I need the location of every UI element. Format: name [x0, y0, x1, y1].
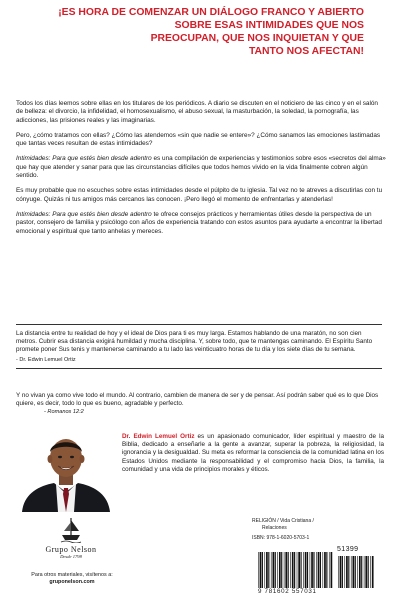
- verse-reference: - Romanos 12:2: [44, 409, 84, 416]
- isbn: ISBN: 978-1-6020-5703-1: [252, 535, 310, 541]
- headline: [44, 6, 364, 58]
- ean-barcode-bars: [258, 552, 332, 588]
- more-materials: [22, 572, 122, 586]
- category-line-2: Relaciones: [262, 524, 287, 531]
- headline-line-3: PREOCUPAN, QUE NOS INQUIETAN Y QUE: [150, 33, 364, 44]
- bible-verse: [16, 392, 382, 417]
- headline-line-4: TANTO NOS AFECTAN!: [248, 46, 364, 57]
- author-bio: [122, 433, 384, 474]
- author-bio-text: es un apasionado comunicador, líder espiritual y maestro de la Biblia, dedicado a enseñarle a la gente a avanzar, superar la pobreza, la religiosidad, la ignorancia y la desigualdad. Su meta es reformar la consciencia de la comunidad latina en los Estados Unidos mediante la responsabilidad y el compromiso hacia Dios, la familia, la comunidad y una vida de principios morales y éticos.: [122, 433, 384, 473]
- category-line-1: RELIGIÓN / Vida Cristiana /: [252, 518, 314, 524]
- paragraph-4: Es muy probable que no escuches sobre estas intimidades desde el púlpito de tu iglesia. Tal vez no te atreves a discutirlas con tu cónyuge. Quizás ni tus amigos más cercanos las conocen. ¡Pero llegó el momento de enfrentarlas y atenderlas!: [16, 187, 383, 203]
- headline-line-2: SOBRE ESAS INTIMIDADES QUE NOS: [174, 20, 364, 31]
- headline-line-1: ¡ES HORA DE COMENZAR UN DIÁLOGO FRANCO Y ABIERTO: [58, 7, 364, 18]
- publisher-url: gruponelson.com: [49, 578, 95, 585]
- verse-text: Y no vivan ya como vive todo el mundo. Al contrario, cambien de manera de ser y de pensar. Así podrán saber qué es lo que Dios quiere, es decir, todo lo que es bueno, agradable y perfecto.: [16, 392, 379, 408]
- category-label: [252, 518, 372, 531]
- barcode-image: [252, 544, 380, 590]
- author-photo: [16, 428, 116, 512]
- book-title-italic: Intimidades: Para que estés bien desde adentro: [16, 155, 152, 163]
- paragraph-3: [16, 155, 386, 180]
- publisher-block: [36, 517, 106, 559]
- paragraph-3-text: es una compilación de experiencias y testimonios sobre esos «secretos del alma» que hay que atender y sanar para que las circunstancias difíciles que todos hemos vivido en la vida finalmente cobren algún sentido.: [16, 155, 386, 180]
- paragraph-5-text: te ofrece consejos prácticos y herramientas útiles desde la perspectiva de un pastor, consejero de familia y psicólogo con años de experiencia tratando con estos asuntos para ayudarte a encontrar la libertad emocional y espiritual que tanto anhelas y mereces.: [16, 210, 382, 235]
- more-materials-text: Para otros materiales, visítenos a:: [31, 572, 113, 578]
- quote-signature: - Dr. Edwin Lemuel Ortiz: [16, 356, 76, 363]
- publisher-logo-icon: [60, 517, 82, 543]
- book-title-italic: Intimidades: Para que estés bien desde adentro: [16, 210, 152, 218]
- author-portrait-image: [16, 428, 116, 512]
- publisher-since: Desde 1798: [60, 554, 82, 559]
- publisher-name: Grupo Nelson: [45, 545, 97, 554]
- paragraph-5: [16, 211, 386, 236]
- quote-text: La distancia entre tu realidad de hoy y el ideal de Dios para ti es muy larga. Estamos hablando de una maratón, no son cien metros. Cubrir esa distancia exigirá humildad y mucha disciplina. Y, sobre todo, que te mantengas caminando. El Espíritu Santo promete poner Sus tenis y mantenerse caminando a tu lado las veinticuatro horas de tu día y los siete días de tu semana.: [16, 330, 373, 354]
- paragraph-1: Todos los días leemos sobre ellas en los titulares de los periódicos. A diario se discuten en el noticiero de las cinco y en el salón de belleza: el divorcio, la infidelidad, el homosexualismo, el abuso sexual, la masturbación, la soledad, la pornografía, las adicciones, las prisiones reales y las imaginarias.: [16, 100, 378, 124]
- author-quote: [16, 324, 382, 369]
- paragraph-2: Pero, ¿cómo tratamos con ellas? ¿Cómo las atendemos «sin que nadie se entere»? ¿Cómo sanamos las emociones lastimadas que tantas veces resultan de estas intimidades?: [16, 131, 381, 148]
- description-body: [16, 100, 386, 243]
- price-barcode-bars: [338, 556, 374, 588]
- author-name: Dr. Edwin Lemuel Ortiz: [122, 433, 195, 440]
- price-code: 51399: [337, 546, 359, 553]
- barcode-number: 9 781602 557031: [258, 588, 317, 595]
